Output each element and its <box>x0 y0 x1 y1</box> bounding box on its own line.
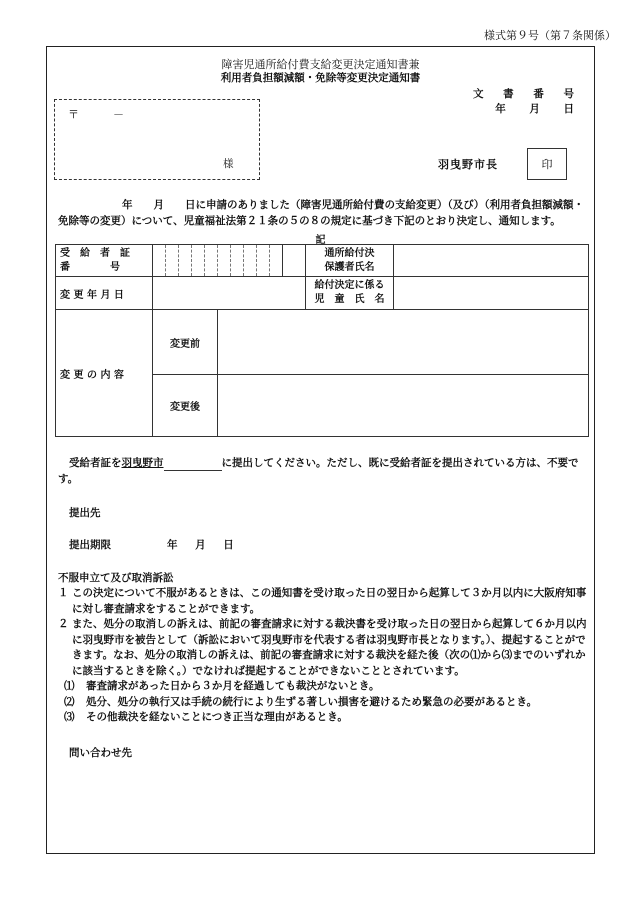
document-number-label: 文 書 番 号 <box>473 88 582 100</box>
notice-intro-paragraph <box>58 197 588 229</box>
appeal-subitem-1-text: 審査請求があった日から３か月を経過しても裁決がないとき。 <box>86 680 380 692</box>
change-date-label: 変 更 年 月 日 <box>60 289 124 301</box>
cert-digit-cell[interactable] <box>179 245 192 277</box>
cert-digit-cell[interactable] <box>244 245 257 277</box>
table-row <box>56 277 589 310</box>
appeal-item-2 <box>58 617 590 679</box>
submission-city: 羽曳野市 <box>121 457 164 469</box>
deadline-date-label: 年 月 日 <box>167 539 234 551</box>
cert-digit-cell[interactable] <box>218 245 231 277</box>
child-label-line1: 給付決定に係る <box>314 280 385 291</box>
postal-mark: 〒 <box>68 108 79 121</box>
guardian-name-field[interactable] <box>394 245 589 277</box>
cert-digit-cell[interactable] <box>205 245 218 277</box>
guardian-label-line2: 保護者氏名 <box>324 261 375 273</box>
appeal-item-2-number: ２ <box>58 618 69 630</box>
child-name-field[interactable] <box>394 277 589 310</box>
seal-box <box>527 148 567 180</box>
appeal-subitem-3-text: その他裁決を経ないことにつき正当な理由があるとき。 <box>86 711 348 723</box>
submission-blank-line <box>164 458 222 471</box>
submission-prefix: 受給者証を <box>69 457 122 469</box>
appeal-subitem-1 <box>58 679 590 695</box>
change-date-field[interactable] <box>153 277 306 310</box>
appeal-item-2-text: また、処分の取消しの訴えは、前記の審査請求に対する裁決書を受け取った日の翌日から起算して６か月以内に羽曳野市を被告として（訴訟において羽曳野市を代表する者は羽曳野市長となります。）、提起することができます。なお、処分の取消しの訴えは、前記の審査請求に対する裁決を経た後（次の⑴から⑶までのいずれかに該当するときを除く。）でなければ提起することができないこととされています。 <box>72 618 587 677</box>
change-content-label-cell <box>56 310 153 437</box>
ki-heading: 記 <box>315 235 326 246</box>
cert-digit-cell[interactable] <box>231 245 244 277</box>
inquiry-label: 問い合わせ先 <box>69 747 132 759</box>
submission-paragraph <box>58 455 588 487</box>
cert-digit-cell[interactable] <box>166 245 179 277</box>
after-label-cell <box>153 375 218 437</box>
cert-blank-cell <box>283 245 306 277</box>
before-label: 変更前 <box>170 338 200 350</box>
document-title-line1: 障害児通所給付費支給変更決定通知書兼 <box>221 58 420 71</box>
appeal-section <box>58 586 590 726</box>
change-content-label: 変 更 の 内 容 <box>60 369 124 381</box>
cert-digit-cell[interactable] <box>192 245 205 277</box>
document-date-label: 年 月 日 <box>495 103 584 115</box>
table-row <box>56 245 589 277</box>
before-content-field[interactable] <box>218 310 589 375</box>
submission-suffix: に提出してください。ただし、既に受給者証を提出されている方は、不要です。 <box>58 457 579 485</box>
issuer-name: 羽曳野市長 <box>438 158 498 171</box>
appeal-subitem-2-number: ⑵ <box>64 695 75 708</box>
submit-to-label: 提出先 <box>69 507 101 519</box>
appeal-item-1 <box>58 586 590 617</box>
appeal-heading: 不服申立て及び取消訴訟 <box>58 572 174 584</box>
postal-code-dash: － <box>113 108 124 121</box>
table-row <box>56 310 589 375</box>
appeal-item-1-text: この決定について不服があるときは、この通知書を受け取った日の翌日から起算して３か月以内に大阪府知事に対し審査請求をすることができます。 <box>72 587 587 615</box>
after-label: 変更後 <box>170 402 200 413</box>
after-content-field[interactable] <box>218 375 589 437</box>
cert-digit-cell[interactable] <box>270 245 283 277</box>
appeal-subitem-2-text: 処分、処分の執行又は手続の続行により生ずる著しい損害を避けるため緊急の必要があるとき。 <box>86 695 538 708</box>
guardian-label-line1: 通所給付決 <box>324 247 375 259</box>
appeal-subitem-2 <box>58 695 590 711</box>
deadline-label: 提出期限 <box>69 539 111 551</box>
child-label-line2: 児 童 氏 名 <box>314 294 385 305</box>
recipient-honorific: 様 <box>223 158 234 170</box>
cert-number-label-cell <box>56 245 153 277</box>
appeal-item-1-number: １ <box>58 587 69 599</box>
change-date-label-cell <box>56 277 153 310</box>
child-label-cell <box>306 277 394 310</box>
cert-digit-cell[interactable] <box>257 245 270 277</box>
change-details-table <box>55 244 589 437</box>
cert-label-line1: 受 給 者 証 <box>60 247 130 259</box>
appeal-subitem-1-number: ⑴ <box>64 680 75 692</box>
seal-label: 印 <box>541 158 553 171</box>
form-number-label: 様式第９号（第７条関係） <box>484 29 616 42</box>
document-title-line2: 利用者負担額減額・免除等変更決定通知書 <box>220 72 421 84</box>
appeal-subitem-3-number: ⑶ <box>64 711 75 723</box>
cert-label-line2: 番 号 <box>60 261 120 273</box>
notice-intro-text: 年 月 日に申請のありました（障害児通所給付費の支給変更）（及び）（利用者負担額減額・免除等の変更）について、児童福祉法第２１条の５の８の規定に基づき下記のとおり決定し、通知します。 <box>58 199 584 227</box>
guardian-label-cell <box>306 245 394 277</box>
cert-digit-cell[interactable] <box>153 245 166 277</box>
before-label-cell <box>153 310 218 375</box>
appeal-subitem-3 <box>58 710 590 726</box>
